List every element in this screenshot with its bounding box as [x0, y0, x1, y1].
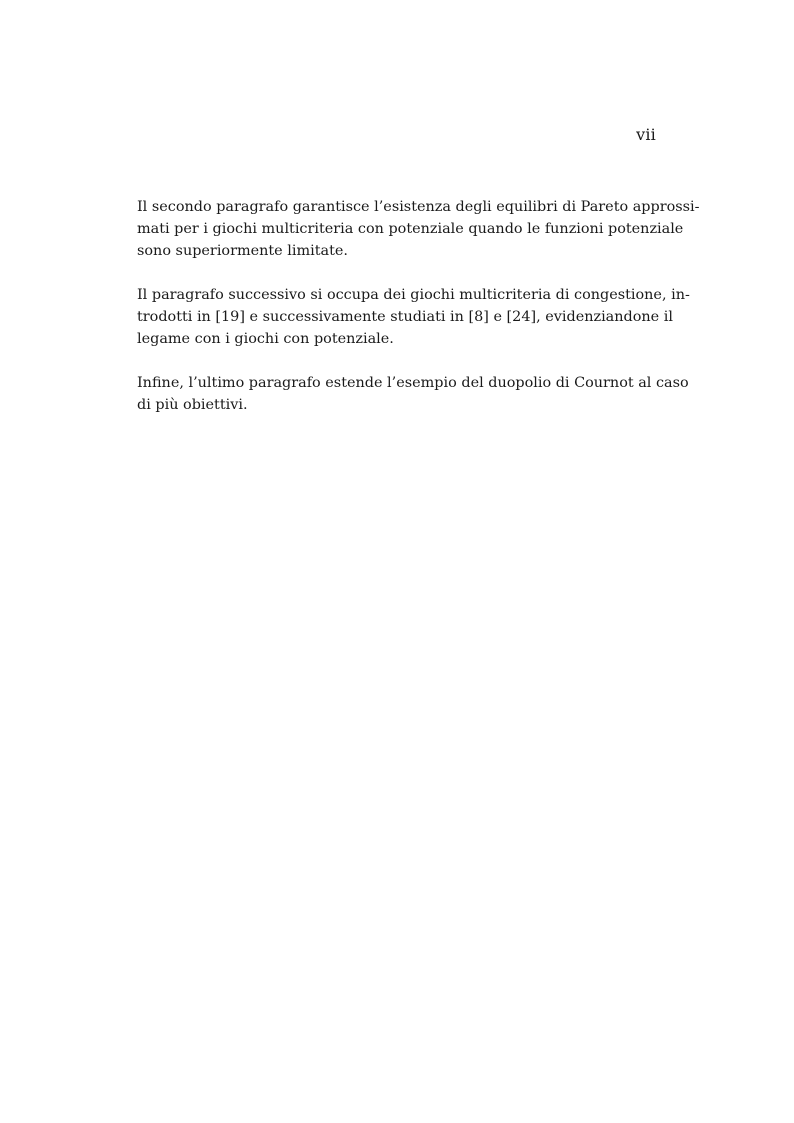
text-line: sono superiormente limitate. [137, 243, 348, 259]
body-text [137, 196, 700, 438]
text-line: di più obiettivi. [137, 397, 248, 413]
text-line: legame con i giochi con potenziale. [137, 331, 394, 347]
text-line: trodotti in [19] e successivamente studiati in [8] e [24], evidenziandone il [137, 309, 673, 325]
text-line: mati per i giochi multicriteria con potenziale quando le funzioni potenziale [137, 221, 684, 237]
text-line: Infine, l’ultimo paragrafo estende l’esempio del duopolio di Cournot al caso [137, 375, 689, 391]
text-line: Il secondo paragrafo garantisce l’esistenza degli equilibri di Pareto approssi- [137, 199, 700, 215]
paragraph [137, 284, 690, 350]
paragraph [137, 372, 689, 416]
text-line: Il paragrafo successivo si occupa dei giochi multicriteria di congestione, in- [137, 287, 690, 303]
paragraph [137, 196, 700, 262]
page-number: vii [636, 125, 656, 144]
